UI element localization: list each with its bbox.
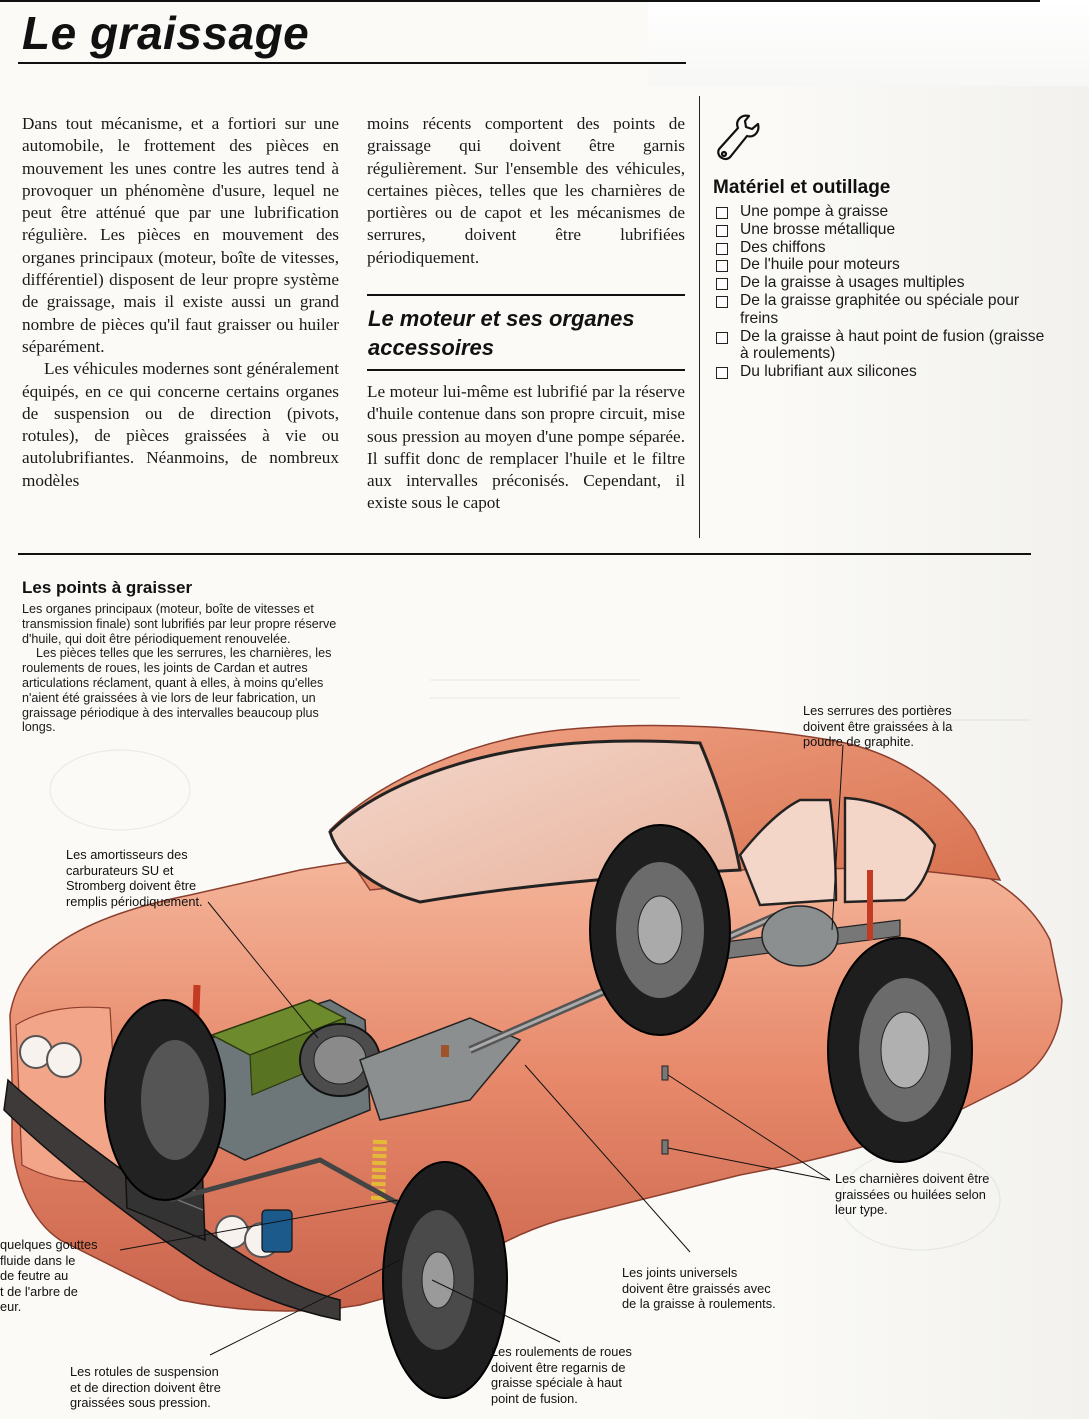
rear-right-wheel [828, 938, 972, 1162]
tools-list [716, 203, 1046, 381]
checkbox-icon [716, 332, 728, 344]
checkbox-icon [716, 260, 728, 272]
intro-paragraph-1: Dans tout mécanisme, et a fortiori sur une automobile, le frottement des pièces en mouvement les unes contre les autres tend à provoquer un phénomène d'usure, lequel ne peut être atténué que par une lubrification régulière. Les pièces en mouvement des organes principaux (moteur, boîte de vitesses, différentiel) disposent de leur propre système de graissage, mais il existe aussi un grand nombre de pièces qu'il faut graisser ou huiler séparément. [22, 114, 339, 356]
section-divider [18, 553, 1031, 555]
checkbox-icon [716, 243, 728, 255]
checkbox-icon [716, 207, 728, 219]
caption-ball-joints: Les rotules de suspension et de direction doivent être graissées sous pression. [70, 1364, 221, 1410]
rear-left-wheel [590, 825, 730, 1035]
checkbox-icon [716, 278, 728, 290]
checkbox-icon [716, 296, 728, 308]
tools-item: Une pompe à graisse [716, 203, 1046, 221]
front-left-wheel [105, 1000, 225, 1200]
tools-item: Des chiffons [716, 239, 1046, 257]
caption-felt: quelques gouttes fluide dans le de feutre au t de l'arbre de eur. [0, 1237, 98, 1314]
checkbox-icon [716, 225, 728, 237]
caption-bearings: Les roulements de roues doivent être regarnis de graisse spéciale à haut point de fusion. [491, 1344, 632, 1406]
points-heading: Les points à graisser [22, 578, 193, 597]
faded-overlap-area [648, 0, 1089, 86]
column-divider [699, 96, 700, 538]
title-rule [18, 62, 686, 64]
tools-item: Du lubrifiant aux silicones [716, 363, 1046, 381]
checkbox-icon [716, 367, 728, 379]
page-title: Le graissage [22, 7, 310, 59]
caption-hinges: Les charnières doivent être graissées ou huilées selon leur type. [835, 1171, 990, 1217]
tools-item: Une brosse métallique [716, 221, 1046, 239]
tools-heading: Matériel et outillage [713, 177, 891, 198]
caption-dampers: Les amortisseurs des carburateurs SU et Stromberg doivent être remplis périodiquement. [66, 847, 203, 909]
intro-paragraph-2: Les véhicules modernes sont généralement équipés, en ce qui concerne certains organes de suspension ou de direction (pivots, rotules), de pièces graissées à vie ou autolubrifiantes. Néanmoins, de nombreux modèles [22, 359, 339, 490]
car-cutaway-illustration [0, 640, 1089, 1419]
points-paragraph-1: Les organes principaux (moteur, boîte de vitesses et transmission finale) sont lubrifiés par leur propre réserve d'huile, qui doit être périodiquement renouvelée. [22, 602, 337, 646]
section-rule-bottom [367, 369, 685, 371]
wrench-icon [713, 112, 763, 164]
tools-item: De la graisse à haut point de fusion (graisse à roulements) [716, 328, 1046, 364]
points-paragraph-2: Les pièces telles que les serrures, les charnières, les roulements de roues, les joints de Cardan et autres articulations réclament, quant à elles, à moins qu'elles n'aient été graissées à vie lors de leur fabrication, un graissage périodique à des intervalles beaucoup plus longs. [22, 646, 332, 735]
tools-item: De l'huile pour moteurs [716, 256, 1046, 274]
caption-joints: Les joints universels doivent être graissés avec de la graisse à roulements. [622, 1265, 776, 1311]
top-rule [0, 0, 1040, 2]
intro-paragraph-3: moins récents comportent des points de graissage qui doivent être garnis régulièrement. Sur l'ensemble des véhicules, certaines pièces, telles que les charnières de portières ou de capot et les mécanismes de serrures, doivent être lubrifiées périodiquement. [367, 114, 685, 267]
section-paragraph: Le moteur lui-même est lubrifié par la réserve d'huile contenue dans son propre circuit, mise sous pression au moyen d'une pompe séparée. Il suffit donc de remplacer l'huile et le filtre aux intervalles préconisés. Cependant, il existe sous le capot [367, 382, 685, 513]
caption-locks: Les serrures des portières doivent être graissées à la poudre de graphite. [803, 703, 953, 749]
front-right-wheel [383, 1162, 507, 1398]
section-rule-top [367, 294, 685, 296]
section-heading: Le moteur et ses organes accessoires [368, 306, 635, 360]
tools-item: De la graisse à usages multiples [716, 274, 1046, 292]
tools-item: De la graisse graphitée ou spéciale pour freins [716, 292, 1046, 328]
intro-column-1 [22, 113, 339, 492]
section-column [367, 381, 685, 515]
intro-column-2 [367, 113, 685, 269]
